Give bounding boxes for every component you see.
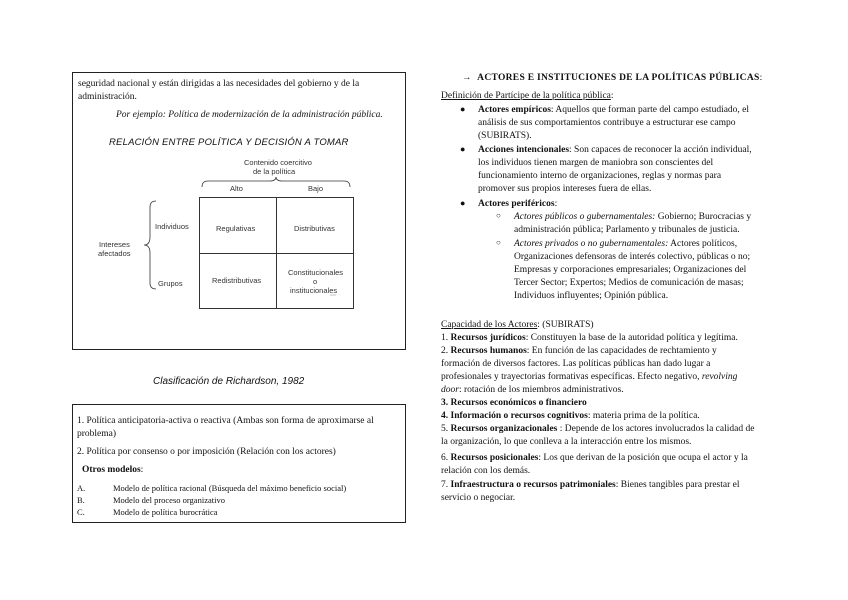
bullet-icon: ● [460,144,466,154]
actores-privados: Actores privados o no gubernamentales: Actores políticos, [514,239,738,249]
section-heading: → ACTORES E INSTITUCIONES DE LA POLÍTICAS PÚBLICAS: [462,73,763,83]
text-line: Individuos influyentes; Opinión pública. [514,291,669,301]
recurso-item: 7. Infraestructura o recursos patrimoniales: Bienes tangibles para prestar el [441,480,740,490]
model-letter: B. [77,495,85,505]
text-line: la organización, lo que conlleva a la interacción entre los mismos. [441,437,692,447]
policy-item: 1. Política anticipatoria-activa o reactiva (Ambas son forma de aproximarse al [77,416,374,426]
text-line: door: rotación de los miembros administrativos. [441,385,624,395]
col-label-alto: Alto [230,184,243,193]
row-label-individuos: Individuos [155,222,189,231]
text-line: promover sus propios intereses fuera de ellas. [478,184,652,194]
cell-label: Constitucionales [288,268,344,277]
text-line: servicio o negociar. [441,493,516,503]
row-axis-label: Intereses [99,240,130,249]
text-line: Organizaciones defensoras de interés colectivo, públicas o no; [514,252,751,262]
cell-label: institucionales [290,286,338,295]
text-line: funcionamiento interno de organizaciones, reglas y normas para [478,171,722,181]
recurso-item: 5. Recursos organizacionales : Depende de los actores involucrados la calidad de [441,424,755,434]
otros-modelos-title: Otros modelos: [82,465,144,475]
diagram-top-label: Contenido coercitivo [244,158,312,167]
text-line: administración pública; Parlamento y tribunales de justicia. [514,225,740,235]
text-line: los individuos tienen margen de maniobra son conscientes del [478,158,714,168]
actores-perifericos: Actores periféricos: [478,199,558,209]
recurso-item: 1. Recursos jurídicos: Constituyen la base de la autoridad política y legítima. [441,333,738,343]
cell-label: Distributivas [294,224,335,233]
policy-item: problema) [77,429,117,439]
model-letter: C. [77,507,85,517]
text-line: relación con los demás. [441,466,531,476]
row-label-grupos: Grupos [158,279,183,288]
policy-item: 2. Política por consenso o por imposición (Relación con los actores) [77,447,336,457]
circle-bullet-icon: ○ [496,238,501,247]
acciones-intencionales: Acciones intencionales: Son capaces de reconocer la acción individual, [478,145,752,155]
cell-label: Regulativas [216,224,256,233]
text-line: Tercer Sector; Expertos; Medios de comunicación de masas; [514,278,744,288]
intro-text-line: seguridad nacional y están dirigidas a las necesidades del gobierno y de la [78,79,360,89]
recurso-item: 6. Recursos posicionales: Los que derivan de la posición que ocupa el actor y la [441,453,748,463]
arrow-icon: → [462,73,472,83]
capacidad-title: Capacidad de los Actores: (SUBIRATS) [441,320,594,330]
recurso-item: 2. Recursos humanos: En función de las capacidades de rechtamiento y [441,346,717,356]
bullet-icon: ● [460,198,466,208]
actores-empiricos: Actores empíricos: Aquellos que forman parte del campo estudiado, el [478,105,750,115]
row-axis-label: afectados [98,249,131,258]
text-line: análisis de sus comportamientos contribuye a estructurar ese campo [478,118,736,128]
top-brace-shape [202,177,350,187]
example-text: Por ejemplo: Política de modernización de la administración pública. [116,110,383,120]
circle-bullet-icon: ○ [496,211,501,220]
text-line: (SUBIRATS). [478,131,532,141]
definition-title: Definición de Partícipe de la política pública: [441,91,614,101]
text-line: profesionales y trayectorias formativas específicas. Efecto negativo, revolving [441,372,738,382]
diagram-top-label: de la política [253,167,296,176]
intro-text-line: administración. [78,92,137,102]
model-text: Modelo de política racional (Búsqueda del máximo beneficio social) [113,483,347,493]
left-brace-shape [144,201,156,289]
text-line: formación de diversos factores. Las políticas públicas han dado lugar a [441,359,711,369]
col-label-bajo: Bajo [308,184,324,193]
actores-publicos: Actores públicos o gubernamentales: Gobierno; Burocracias y [514,212,752,222]
recurso-item: 3. Recursos económicos o financiero [441,398,587,408]
diagram-caption: Clasificación de Richardson, 1982 [153,376,305,387]
recurso-item: 4. Información o recursos cognitivos: materia prima de la política. [441,411,700,421]
diagram-title: RELACIÓN ENTRE POLÍTICA Y DECISIÓN A TOMAR [109,137,349,148]
cell-label: o [313,277,318,286]
model-text: Modelo del proceso organizativo [113,495,225,505]
bullet-icon: ● [460,104,466,114]
model-letter: A. [77,483,86,493]
model-text: Modelo de política burocrática [113,507,218,517]
cell-label: Redistributivas [212,276,262,285]
text-line: Empresas y corporaciones empresariales; Organizaciones del [514,265,747,275]
